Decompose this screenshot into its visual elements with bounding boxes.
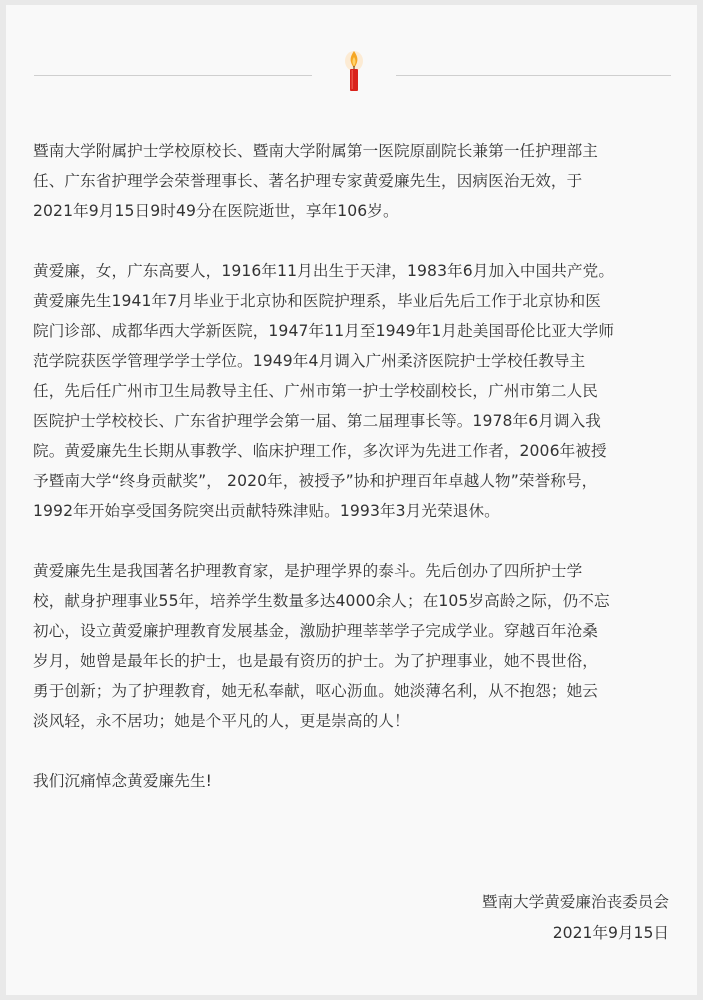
- paragraph-announcement: [33, 136, 673, 226]
- text-line: 1992年开始享受国务院突出贡献特殊津贴。1993年3月光荣退休。: [33, 502, 500, 520]
- text-line: 淡风轻，永不居功；她是个平凡的人，更是崇高的人！: [33, 712, 410, 730]
- signature-block: [482, 887, 669, 949]
- text-line: 黄爱廉先生是我国著名护理教育家，是护理学界的泰斗。先后创办了四所护士学: [33, 562, 583, 580]
- text-line: 我们沉痛悼念黄爱廉先生!: [33, 772, 212, 790]
- text-line: 院。黄爱廉先生长期从事教学、临床护理工作，多次评为先进工作者，2006年被授: [33, 442, 607, 460]
- text-line: 校，献身护理事业55年，培养学生数量多达4000余人；在105岁高龄之际，仍不忘: [33, 592, 610, 610]
- candle-icon: [341, 49, 367, 95]
- text-line: 黄爱廉先生1941年7月毕业于北京协和医院护理系，毕业后先后工作于北京协和医: [33, 292, 601, 310]
- text-line: 院门诊部、成都华西大学新医院，1947年11月至1949年1月赴美国哥伦比亚大学师: [33, 322, 615, 340]
- obituary-page: [6, 5, 697, 995]
- text-line: 范学院获医学管理学学士学位。1949年4月调入广州柔济医院护士学校任教导主: [33, 352, 586, 370]
- paragraph-biography: [33, 256, 673, 526]
- text-line: 予暨南大学“终身贡献奖”， 2020年，被授予”协和护理百年卓越人物”荣誉称号，: [33, 472, 598, 490]
- candle-wick: [353, 66, 354, 69]
- signature-date: 2021年9月15日: [552, 924, 669, 942]
- text-line: 勇于创新；为了护理教育，她无私奉献，呕心沥血。她淡薄名利，从不抱怨；她云: [33, 682, 598, 700]
- paragraph-tribute: [33, 556, 673, 736]
- text-line: 任、广东省护理学会荣誉理事长、著名护理专家黄爱廉先生，因病医治无效，于: [33, 172, 583, 190]
- obituary-body: [33, 136, 673, 826]
- paragraph-mourning: [33, 766, 673, 796]
- text-line: 2021年9月15日9时49分在医院逝世，享年106岁。: [33, 202, 399, 220]
- text-line: 初心，设立黄爱廉护理教育发展基金，激励护理莘莘学子完成学业。穿越百年沧桑: [33, 622, 598, 640]
- text-line: 医院护士学校校长、广东省护理学会第一届、第二届理事长等。1978年6月调入我: [33, 412, 601, 430]
- text-line: 任，先后任广州市卫生局教导主任、广州市第一护士学校副校长，广州市第二人民: [33, 382, 598, 400]
- header-divider-right: [396, 75, 671, 76]
- signature-organization: 暨南大学黄爱廉治丧委员会: [481, 893, 669, 911]
- header-divider-left: [34, 75, 312, 76]
- candle-body: [350, 69, 358, 91]
- text-line: 岁月，她曾是最年长的护士，也是最有资历的护士。为了护理事业，她不畏世俗，: [33, 652, 598, 670]
- candle-highlight: [352, 70, 354, 89]
- text-line: 暨南大学附属护士学校原校长、暨南大学附属第一医院原副院长兼第一任护理部主: [33, 142, 598, 160]
- text-line: 黄爱廉，女，广东高要人，1916年11月出生于天津，1983年6月加入中国共产党。: [33, 262, 615, 280]
